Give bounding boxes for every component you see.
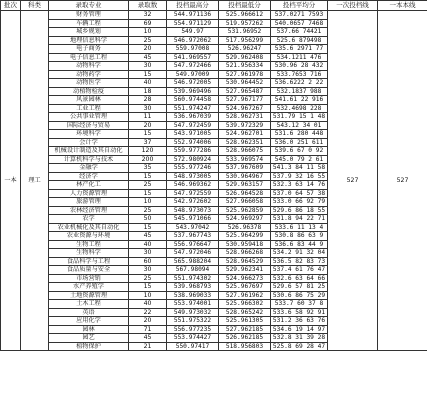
max-score-cell: 543.97042: [167, 223, 219, 232]
count-cell: 18: [129, 87, 167, 96]
major-cell: 经济学: [49, 172, 129, 181]
max-score-cell: 551.975322: [167, 317, 219, 326]
avg-score-cell: 530.96 28 432: [271, 62, 328, 71]
avg-score-cell: 543.12 34 01: [271, 121, 328, 130]
major-cell: 市场营销: [49, 274, 129, 283]
max-score-cell: 547.972046: [167, 249, 219, 258]
avg-score-cell: 533.7653 716: [271, 70, 328, 79]
avg-score-cell: 531.8 94 22 71: [271, 215, 328, 224]
min-score-cell: 524.966273: [219, 274, 271, 283]
min-score-cell: 527.962185: [219, 325, 271, 334]
major-cell: 国际经济与贸易: [49, 121, 129, 130]
header-max-score: 投档最高分: [167, 1, 219, 11]
header-row: [1, 1, 427, 11]
max-score-cell: 572.980924: [167, 155, 219, 164]
min-score-cell: 530.959418: [219, 240, 271, 249]
min-score-cell: 539.972329: [219, 121, 271, 130]
min-score-cell: 530.964967: [219, 172, 271, 181]
count-cell: 21: [129, 342, 167, 351]
major-cell: 人力资源管理: [49, 189, 129, 198]
major-cell: 水产养殖学: [49, 283, 129, 292]
avg-score-cell: 536.6 83 44 9: [271, 240, 328, 249]
max-score-cell: 549.97009: [167, 70, 219, 79]
major-cell: 环境科学: [49, 130, 129, 139]
count-cell: 10: [129, 291, 167, 300]
batch-cell: 一本: [1, 11, 21, 351]
avg-score-cell: 533.6 11 13 4: [271, 223, 328, 232]
avg-score-cell: 531.2 36 63 76: [271, 317, 328, 326]
header-tier-line: 一本本线: [378, 1, 427, 11]
count-cell: 25: [129, 36, 167, 45]
count-cell: 30: [129, 249, 167, 258]
max-score-cell: 547.972466: [167, 62, 219, 71]
min-score-cell: 524.967267: [219, 104, 271, 113]
max-score-cell: 559.977286: [167, 147, 219, 156]
count-cell: 15: [129, 223, 167, 232]
major-cell: 公共事业管理: [49, 113, 129, 122]
max-score-cell: 548.973073: [167, 206, 219, 215]
category-cell: 理工: [21, 11, 49, 351]
count-cell: 45: [129, 53, 167, 62]
count-cell: 40: [129, 79, 167, 88]
min-score-cell: 519.957262: [219, 19, 271, 28]
min-score-cell: 527.966058: [219, 198, 271, 207]
min-score-cell: 521.956334: [219, 62, 271, 71]
min-score-cell: 524.962701: [219, 130, 271, 139]
avg-score-cell: 536.0 251 611: [271, 138, 328, 147]
min-score-cell: 524.969297: [219, 215, 271, 224]
count-cell: 15: [129, 283, 167, 292]
max-score-cell: 543.971005: [167, 130, 219, 139]
major-cell: 英语: [49, 308, 129, 317]
max-score-cell: 552.974006: [167, 138, 219, 147]
min-score-cell: 528.966075: [219, 147, 271, 156]
max-score-cell: 547.972459: [167, 121, 219, 130]
avg-score-cell: 536.6222 2 22: [271, 79, 328, 88]
major-cell: 财务管理: [49, 11, 129, 20]
count-cell: 50: [129, 215, 167, 224]
avg-score-cell: 532.3 63 14 76: [271, 181, 328, 190]
major-cell: 生物科学: [49, 249, 129, 258]
max-score-cell: 556.976647: [167, 240, 219, 249]
major-cell: 金融学: [49, 164, 129, 173]
major-cell: 农业机械化及其自动化: [49, 223, 129, 232]
avg-score-cell: 532.4698 228: [271, 104, 328, 113]
avg-score-cell: 534.6 19 14 97: [271, 325, 328, 334]
max-score-cell: 554.971129: [167, 19, 219, 28]
major-cell: 动物医学: [49, 79, 129, 88]
min-score-cell: 525.962859: [219, 206, 271, 215]
min-score-cell: 529.962408: [219, 53, 271, 62]
min-score-cell: 533.969574: [219, 155, 271, 164]
avg-score-cell: 534.1211 476: [271, 53, 328, 62]
major-cell: 农林经济管理: [49, 206, 129, 215]
max-score-cell: 550.97417: [167, 342, 219, 351]
count-cell: 45: [129, 232, 167, 241]
header-count: 录取数: [129, 1, 167, 11]
count-cell: 69: [129, 19, 167, 28]
major-cell: 土地资源管理: [49, 291, 129, 300]
avg-score-cell: 537.66 74421: [271, 28, 328, 37]
count-cell: 11: [129, 113, 167, 122]
count-cell: 15: [129, 172, 167, 181]
count-cell: 10: [129, 28, 167, 37]
count-cell: 15: [129, 70, 167, 79]
max-score-cell: 536.967039: [167, 113, 219, 122]
header-batch: 批次: [1, 1, 21, 11]
avg-score-cell: 541.61 22 916: [271, 96, 328, 105]
major-cell: 地理信息科学: [49, 36, 129, 45]
min-score-cell: 525.964299: [219, 232, 271, 241]
avg-score-cell: 540.0657 7468: [271, 19, 328, 28]
count-cell: 25: [129, 206, 167, 215]
max-score-cell: 539.969496: [167, 87, 219, 96]
count-cell: 20: [129, 317, 167, 326]
min-score-cell: 531.96952: [219, 28, 271, 37]
avg-score-cell: 525.8 69 28 47: [271, 342, 328, 351]
count-cell: 20: [129, 45, 167, 54]
major-cell: 园林: [49, 325, 129, 334]
major-cell: 旅游管理: [49, 198, 129, 207]
max-score-cell: 560.974458: [167, 96, 219, 105]
min-score-cell: 525.966302: [219, 300, 271, 309]
avg-score-cell: 533.0 66 92 79: [271, 198, 328, 207]
count-cell: 32: [129, 11, 167, 20]
count-cell: 10: [129, 198, 167, 207]
major-cell: 会计学: [49, 138, 129, 147]
major-cell: 食品质量与安全: [49, 266, 129, 275]
major-cell: 动植物检疫: [49, 87, 129, 96]
max-score-cell: 559.97008: [167, 45, 219, 54]
count-cell: 30: [129, 62, 167, 71]
min-score-cell: 528.965242: [219, 308, 271, 317]
min-score-cell: 529.963157: [219, 181, 271, 190]
avg-score-cell: 529.6 57 81 25: [271, 283, 328, 292]
max-score-cell: 553.974001: [167, 300, 219, 309]
major-cell: 动物药学: [49, 70, 129, 79]
major-cell: 农学: [49, 215, 129, 224]
max-score-cell: 551.974247: [167, 104, 219, 113]
avg-score-cell: 535.6 2971 77: [271, 45, 328, 54]
count-cell: 45: [129, 334, 167, 343]
avg-score-cell: 525.6 879498: [271, 36, 328, 45]
first-line-cell: 527: [328, 11, 378, 351]
count-cell: 30: [129, 266, 167, 275]
min-score-cell: 528.964529: [219, 257, 271, 266]
count-cell: 20: [129, 121, 167, 130]
avg-score-cell: 541.3 84 11 58: [271, 164, 328, 173]
max-score-cell: 544.971136: [167, 11, 219, 20]
count-cell: 35: [129, 164, 167, 173]
header-category: 科类: [21, 1, 49, 11]
min-score-cell: 528.962351: [219, 138, 271, 147]
major-cell: 机械设计制造及其自动化: [49, 147, 129, 156]
major-cell: 生物工程: [49, 240, 129, 249]
min-score-cell: 525.967697: [219, 283, 271, 292]
min-score-cell: 526.96378: [219, 223, 271, 232]
min-score-cell: 526.96247: [219, 45, 271, 54]
avg-score-cell: 534.2 91 32 04: [271, 249, 328, 258]
header-avg-score: 投档平均分: [271, 1, 328, 11]
max-score-cell: 567.98094: [167, 266, 219, 275]
avg-score-cell: 529.6 86 18 55: [271, 206, 328, 215]
major-cell: 应用化学: [49, 317, 129, 326]
avg-score-cell: 545.0 79 2 61: [271, 155, 328, 164]
major-cell: 车辆工程: [49, 19, 129, 28]
min-score-cell: 530.964452: [219, 79, 271, 88]
min-score-cell: 526.964528: [219, 189, 271, 198]
major-cell: 工业工程: [49, 104, 129, 113]
header-major: 录取专业: [49, 1, 129, 11]
min-score-cell: 537.967609: [219, 164, 271, 173]
major-cell: 园艺: [49, 334, 129, 343]
min-score-cell: 527.965487: [219, 87, 271, 96]
avg-score-cell: 536.5 82 83 73: [271, 257, 328, 266]
major-cell: 电子信息工程: [49, 53, 129, 62]
avg-score-cell: 532.8 31 39 28: [271, 334, 328, 343]
min-score-cell: 527.967177: [219, 96, 271, 105]
count-cell: 28: [129, 96, 167, 105]
max-score-cell: 549.97: [167, 28, 219, 37]
max-score-cell: 546.972005: [167, 79, 219, 88]
major-cell: 计算机科学与技术: [49, 155, 129, 164]
min-score-cell: 528.966268: [219, 249, 271, 258]
max-score-cell: 548.973005: [167, 172, 219, 181]
max-score-cell: 542.972602: [167, 198, 219, 207]
count-cell: 37: [129, 138, 167, 147]
count-cell: 30: [129, 104, 167, 113]
major-cell: 土木工程: [49, 300, 129, 309]
count-cell: 120: [129, 147, 167, 156]
max-score-cell: 546.969362: [167, 181, 219, 190]
major-cell: 风景园林: [49, 96, 129, 105]
count-cell: 15: [129, 189, 167, 198]
avg-score-cell: 537.0271 7593: [271, 11, 328, 20]
major-cell: 电子商务: [49, 45, 129, 54]
max-score-cell: 556.977235: [167, 325, 219, 334]
avg-score-cell: 539.6 67 0 92: [271, 147, 328, 156]
table-row: [1, 11, 427, 20]
avg-score-cell: 532.1837 988: [271, 87, 328, 96]
min-score-cell: 527.961962: [219, 291, 271, 300]
avg-score-cell: 537.4 61 76 47: [271, 266, 328, 275]
count-cell: 15: [129, 130, 167, 139]
max-score-cell: 541.969557: [167, 53, 219, 62]
major-cell: 农业资源与环境: [49, 232, 129, 241]
avg-score-cell: 531.79 15 1 48: [271, 113, 328, 122]
max-score-cell: 537.967743: [167, 232, 219, 241]
major-cell: 动物科学: [49, 62, 129, 71]
min-score-cell: 517.956299: [219, 36, 271, 45]
max-score-cell: 546.972062: [167, 36, 219, 45]
max-score-cell: 565.988204: [167, 257, 219, 266]
count-cell: 200: [129, 155, 167, 164]
avg-score-cell: 532.6 63 64 66: [271, 274, 328, 283]
avg-score-cell: 537.9 32 16 55: [271, 172, 328, 181]
count-cell: 60: [129, 257, 167, 266]
min-score-cell: 527.961978: [219, 70, 271, 79]
avg-score-cell: 530.8 86 63 9: [271, 232, 328, 241]
min-score-cell: 525.966612: [219, 11, 271, 20]
max-score-cell: 555.977246: [167, 164, 219, 173]
max-score-cell: 538.969033: [167, 291, 219, 300]
header-min-score: 投档最低分: [219, 1, 271, 11]
count-cell: 71: [129, 325, 167, 334]
max-score-cell: 553.974427: [167, 334, 219, 343]
count-cell: 22: [129, 308, 167, 317]
max-score-cell: 551.974302: [167, 274, 219, 283]
avg-score-cell: 531.6 280 448: [271, 130, 328, 139]
count-cell: 25: [129, 181, 167, 190]
avg-score-cell: 530.6 86 75 29: [271, 291, 328, 300]
avg-score-cell: 537.0 64 57 38: [271, 189, 328, 198]
count-cell: 40: [129, 300, 167, 309]
major-cell: 食品科学与工程: [49, 257, 129, 266]
major-cell: 城乡规划: [49, 28, 129, 37]
major-cell: 植物保护: [49, 342, 129, 351]
max-score-cell: 547.972559: [167, 189, 219, 198]
tier-line-cell: 527: [378, 11, 427, 351]
header-first-line: 一次投档线: [328, 1, 378, 11]
count-cell: 25: [129, 274, 167, 283]
max-score-cell: 549.973032: [167, 308, 219, 317]
min-score-cell: 525.961305: [219, 317, 271, 326]
max-score-cell: 539.968793: [167, 283, 219, 292]
max-score-cell: 545.971066: [167, 215, 219, 224]
min-score-cell: 529.962341: [219, 266, 271, 275]
min-score-cell: 526.962185: [219, 334, 271, 343]
min-score-cell: 528.962731: [219, 113, 271, 122]
avg-score-cell: 533.7 60 37 8: [271, 300, 328, 309]
major-cell: 林产化工: [49, 181, 129, 190]
min-score-cell: 518.956803: [219, 342, 271, 351]
avg-score-cell: 533.6 58 92 91: [271, 308, 328, 317]
count-cell: 40: [129, 240, 167, 249]
